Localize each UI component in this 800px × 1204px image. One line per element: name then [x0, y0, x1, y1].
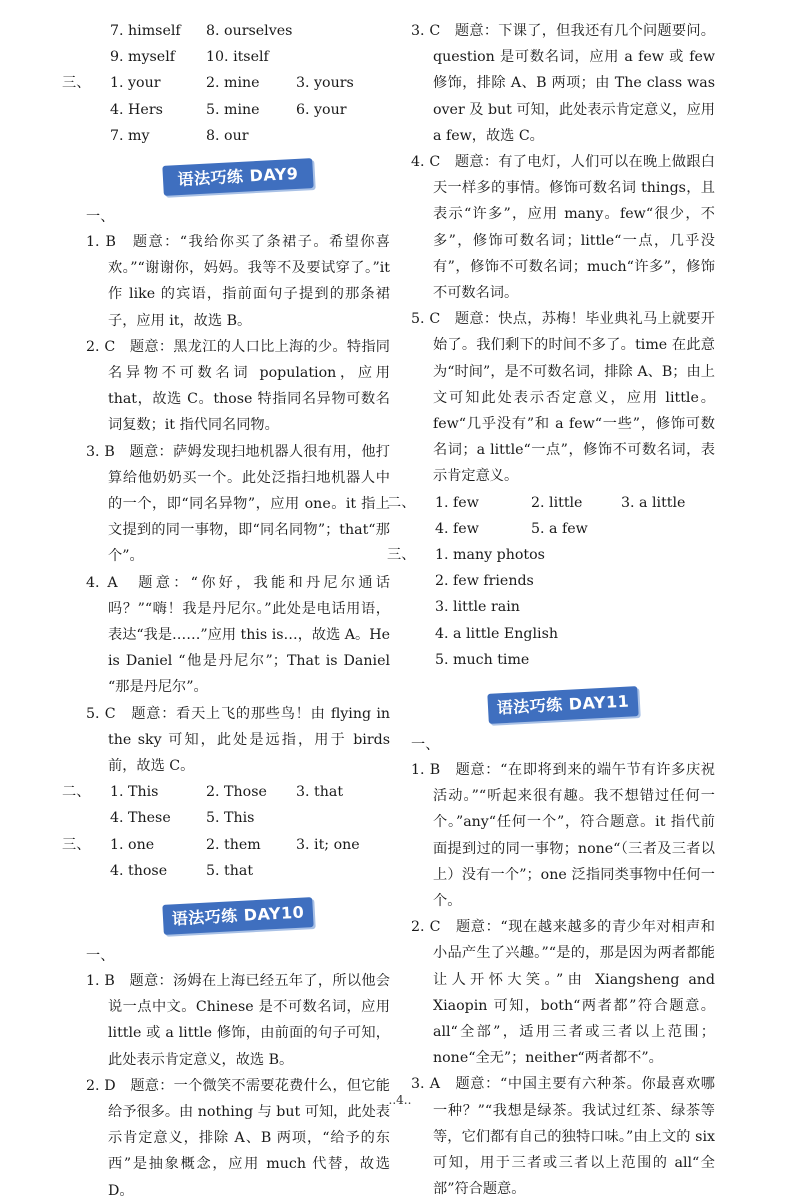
answer-row — [411, 568, 715, 594]
answer-row — [411, 647, 715, 673]
question-explanation — [411, 757, 715, 914]
answer-row — [62, 779, 390, 805]
question-explanation — [86, 334, 390, 439]
explanation-text: 1. B 题意：汤姆在上海已经五年了，所以他会说一点中文。Chinese 是不可数名词，应用 little 或 a little 修饰，由前面的句子可知，此处表示肯定意义，故选 B。 — [86, 972, 390, 1068]
answer-row — [86, 123, 390, 149]
answer-item: 7. himself — [110, 23, 181, 39]
section-one-label: 一、 — [86, 947, 115, 964]
question-explanation — [411, 1071, 715, 1202]
day9-title: 语法巧练 DAY9 — [177, 163, 299, 190]
question-explanation — [86, 570, 390, 701]
answer-item: 5. much time — [435, 651, 530, 668]
answer-item: 4. a little English — [435, 625, 559, 642]
day9-banner — [163, 159, 313, 193]
left-column — [62, 18, 390, 1204]
question-explanation — [411, 914, 715, 1071]
explanation-text: 1. B 题意：“在即将到来的端午节有许多庆祝活动。”“听起来很有趣。我不想错过任何一个。”any“任何一个”，符合题意。it 指代前面提到过的同一事物；none“（三者及三者以上）没有一个”；one 泛指同类事物中任何一个。 — [411, 761, 715, 909]
answer-item: 4. few — [435, 520, 479, 537]
answer-item: 2. Those — [206, 784, 267, 801]
answer-item: 2. mine — [206, 75, 260, 92]
answer-item: 8. our — [206, 127, 249, 144]
day11-banner — [488, 687, 638, 721]
answer-item: 7. my — [110, 127, 150, 144]
answer-item: 1. many photos — [435, 547, 545, 564]
answer-item: 8. ourselves — [206, 23, 293, 39]
question-explanation — [86, 968, 390, 1073]
answer-item: 5. This — [206, 810, 255, 827]
answer-row — [86, 44, 390, 70]
answer-item: 3. it; one — [296, 836, 360, 853]
question-explanation — [86, 229, 390, 334]
day10-banner — [163, 898, 313, 932]
answer-row — [86, 805, 390, 831]
section-label: 三、 — [62, 75, 91, 92]
question-explanation — [411, 18, 715, 149]
answer-item: 3. that — [296, 784, 344, 801]
section-label: 三、 — [62, 836, 91, 853]
answer-item: 1. This — [110, 784, 159, 801]
explanation-text: 3. B 题意：萨姆发现扫地机器人很有用，他打算给他奶奶买一个。此处泛指扫地机器人中的一个，即“同名异物”，应用 one。it 指上文提到的同一事物，即“同名同物”；that“那个”。 — [86, 443, 390, 565]
answer-item: 4. Hers — [110, 101, 163, 118]
question-explanation — [411, 306, 715, 489]
section-label: 二、 — [387, 494, 416, 511]
answer-item: 3. a little — [621, 494, 686, 511]
explanation-text: 5. C 题意：快点，苏梅！毕业典礼马上就要开始了。我们剩下的时间不多了。time 在此意为“时间”，是不可数名词，排除 A、B；由上文可知此处表示否定意义，应用 little。few“几乎没有”和 a few“一些”，修饰可数名词；a little“一点”，修饰不可数名词，表示肯定意义。 — [411, 311, 715, 485]
explanation-text: 3. A 题意：“中国主要有六种茶。你最喜欢哪一种？”“我想是绿茶。我试过红茶、绿茶等等，它们都有自己的独特口味。”由上文的 six 可知，用于三者或三者以上范围的 all“全部”符合题意。 — [411, 1076, 715, 1198]
explanation-text: 4. C 题意：有了电灯，人们可以在晚上做跟白天一样多的事情。修饰可数名词 things，且表示“许多”，应用 many。few“很少，不多”，修饰可数名词；little“一点，几乎没有”，修饰不可数名词；much“许多”，修饰不可数名词。 — [411, 154, 715, 302]
question-explanation — [86, 439, 390, 570]
answer-row — [387, 490, 715, 516]
day11-title: 语法巧练 DAY11 — [496, 691, 630, 718]
explanation-text: 2. C 题意：“现在越来越多的青少年对相声和小品产生了兴趣。”“是的，那是因为两者都能让人开怀大笑。”由 Xiangsheng and Xiaopin 可知，both“两者都”符合题意。all“全部”，适用三者或三者以上范围；none“全无”；neither“两者都不”。 — [411, 919, 715, 1067]
answer-item: 10. itself — [206, 49, 269, 66]
answer-item: 4. those — [110, 862, 168, 879]
section-label: 三、 — [387, 547, 416, 564]
answer-item: 4. These — [110, 810, 171, 827]
answer-item: 2. few friends — [435, 573, 534, 590]
answer-item: 1. few — [435, 494, 479, 511]
section-one-label: 一、 — [86, 208, 115, 225]
answer-item: 5. a few — [531, 520, 588, 537]
answer-row — [86, 18, 390, 44]
answer-row — [62, 70, 390, 96]
answer-item: 5. that — [206, 862, 254, 879]
page-number: ..4.. — [388, 1093, 412, 1107]
answer-item: 2. little — [531, 494, 583, 511]
explanation-text: 2. C 题意：黑龙江的人口比上海的少。特指同名异物不可数名词 population，应用 that，故选 C。those 特指同名异物可数名词复数；it 指代同名同物。 — [86, 338, 390, 434]
explanation-text: 1. B 题意：“我给你买了条裙子。希望你喜欢。”“谢谢你，妈妈。我等不及要试穿了。”it 作 like 的宾语，指前面句子提到的那条裙子，应用 it，故选 B。 — [86, 233, 390, 329]
answer-item: 2. them — [206, 836, 261, 853]
answer-row — [411, 516, 715, 542]
answer-row — [411, 621, 715, 647]
answer-item: 3. yours — [296, 75, 354, 92]
answer-item: 3. little rain — [435, 599, 520, 616]
question-explanation — [411, 149, 715, 306]
question-explanation — [86, 701, 390, 780]
answer-item: 9. myself — [110, 49, 175, 66]
answer-row — [62, 832, 390, 858]
answer-row — [86, 97, 390, 123]
answer-item: 6. your — [296, 101, 347, 118]
answer-row — [411, 594, 715, 620]
explanation-text: 2. D 题意：一个微笑不需要花费什么，但它能给予很多。由 nothing 与 but 可知，此处表示肯定意义，排除 A、B 两项，“给予的东西”是抽象概念，应用 much 代替，故选 D。 — [86, 1077, 390, 1199]
answer-row — [86, 858, 390, 884]
explanation-text: 5. C 题意：看天上飞的那些鸟！由 flying in the sky 可知，此处是远指，用于 birds 前，故选 C。 — [86, 705, 390, 774]
answer-item: 1. one — [110, 836, 155, 853]
explanation-text: 4. A 题意：“你好，我能和丹尼尔通话吗？”“嗨！我是丹尼尔。”此处是电话用语，表达“我是……”应用 this is…，故选 A。He is Daniel “他是丹尼尔”；That is Daniel “那是丹尼尔”。 — [86, 574, 390, 696]
section-label: 二、 — [62, 784, 91, 801]
right-column — [387, 18, 715, 1202]
day10-title: 语法巧练 DAY10 — [171, 902, 305, 929]
explanation-text: 3. C 题意：下课了，但我还有几个问题要问。question 是可数名词，应用 a few 或 few 修饰，排除 A、B 两项；由 The class was over 及 but 可知，此处表示肯定意义，应用 a few，故选 C。 — [411, 23, 715, 144]
answer-item: 1. your — [110, 75, 161, 92]
answer-item: 5. mine — [206, 101, 260, 118]
answer-row — [387, 542, 715, 568]
section-one-label: 一、 — [411, 736, 440, 753]
